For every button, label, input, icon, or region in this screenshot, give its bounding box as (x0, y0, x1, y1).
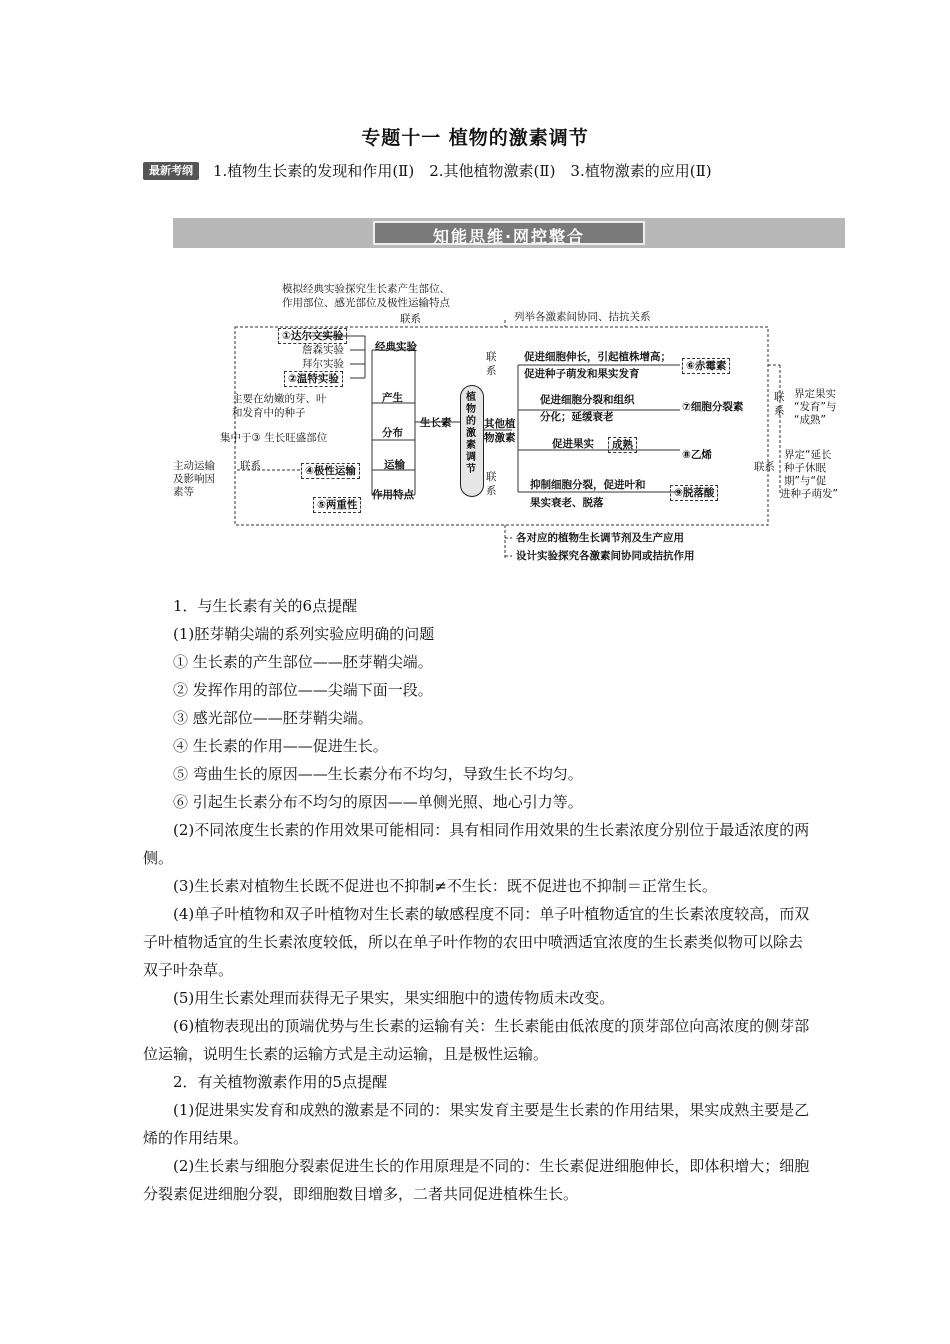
para-1a: ① 生长素的产生部位——胚芽鞘尖端。 (173, 653, 433, 671)
transport-left-3: 素等 (173, 486, 194, 498)
exp-went: ②温特实验 (284, 371, 343, 387)
top-note-1: 模拟经典实验探究生长素产生部位、 (282, 283, 450, 295)
gibberellin: ⑥赤霉素 (682, 358, 730, 374)
dual-effect: ⑤两重性 (313, 497, 361, 513)
auxin-node: 生长素 (420, 417, 452, 429)
dist-src: 集中于③ 生长旺盛部位 (220, 432, 328, 444)
para-3: (3)生长素对植物生长既不促进也不抑制≠不生长：既不促进也不抑制＝正常生长。 (173, 877, 717, 895)
center-node: 植物的激素调节 (466, 392, 476, 475)
exp-jensen: 詹森实验 (302, 344, 344, 356)
produce-src-1: 主要在幼嫩的芽、叶 (232, 393, 327, 405)
mid-link-2: 联系 (486, 471, 497, 497)
r1-line-a: 界定果实 (794, 388, 836, 400)
para-1f: ⑥ 引起生长素分布不均匀的原因——单侧光照、地心引力等。 (173, 793, 583, 811)
heading-2: 2．有关植物激素作用的5点提醒 (173, 1073, 388, 1091)
feature-label: 作用特点 (372, 489, 414, 501)
bottom-note-1: 各对应的植物生长调节剂及生产应用 (516, 532, 684, 544)
para-1e: ⑤ 弯曲生长的原因——生长素分布不均匀，导致生长不均匀。 (173, 765, 583, 783)
aba-desc-2: 果实衰老、脱落 (530, 497, 604, 509)
para-q2: (2)生长素与细胞分裂素促进生长的作用原理是不同的：生长素促进细胞伸长，即体积增大；细胞分裂素促进细胞分裂，即细胞数目增多，二者共同促进植株生长。 (143, 1157, 810, 1203)
exp-paal: 拜尔实验 (302, 358, 344, 370)
para-5: (5)用生长素处理而获得无子果实，果实细胞中的遗传物质未改变。 (173, 989, 615, 1007)
ga-desc-2: 促进种子萌发和果实发育 (524, 368, 640, 380)
banner-text: 知能思维·网控整合 (432, 227, 586, 246)
produce-label: 产生 (382, 392, 403, 404)
transport-left-1: 主动运输 (173, 460, 215, 472)
para-4: (4)单子叶植物和双子叶植物对生长素的敏感程度不同：单子叶植物适宜的生长素浓度较高，而双子叶植物适宜的生长素浓度较低，所以在单子叶作物的农田中喷洒适宜浓度的生长素类似物可以除去双子叶杂草。 (143, 905, 810, 979)
bottom-note-2: 设计实验探究各激素间协同或拮抗作用 (516, 550, 695, 562)
r2-line-b: 种子休眠 (784, 462, 826, 474)
r2-line-d: 进种子萌发” (780, 488, 838, 500)
r1-line-b: “发育”与 (794, 401, 837, 413)
para-1: (1)胚芽鞘尖端的系列实验应明确的问题 (173, 625, 435, 643)
exam-text: 1.植物生长素的发现和作用(Ⅱ) 2.其他植物激素(Ⅱ) 3.植物激素的应用(Ⅱ) (213, 162, 712, 180)
aba-desc-1: 抑制细胞分裂，促进叶和 (530, 479, 646, 491)
ck-desc-1: 促进细胞分裂和组织 (540, 394, 635, 406)
polar-transport: ④极性运输 (301, 463, 360, 479)
transport-label: 运输 (384, 459, 405, 471)
heading-1: 1．与生长素有关的6点提醒 (173, 597, 358, 615)
ethylene: ⑧乙烯 (682, 449, 712, 461)
concept-map (160, 270, 860, 575)
right-link-1: 联系 (774, 391, 785, 417)
exp-darwin: ①达尔文实验 (278, 328, 347, 344)
ga-desc-1: 促进细胞伸长，引起植株增高； (524, 351, 671, 363)
top-link: 联系 (400, 313, 421, 325)
exam-badge: 最新考纲 (143, 162, 199, 180)
eth-desc-mature: 成熟 (608, 437, 637, 453)
mid-link-1: 联系 (486, 351, 497, 377)
right-note: 列举各激素间协同、拮抗关系 (514, 311, 651, 323)
right-link-2: 联系 (754, 461, 775, 473)
top-note-2: 作用部位、感光部位及极性运输特点 (282, 297, 450, 309)
abscisic-acid: ⑨脱落酸 (670, 485, 718, 501)
left-link: 联系 (240, 460, 261, 472)
page-title: 专题十一 植物的激素调节 (361, 127, 589, 149)
produce-src-2: 和发育中的种子 (232, 407, 306, 419)
r2-line-c: 期”与“促 (784, 475, 827, 487)
classic-label: 经典实验 (375, 341, 417, 353)
para-1c: ③ 感光部位——胚芽鞘尖端。 (173, 709, 373, 727)
dist-label: 分布 (382, 427, 403, 439)
content (143, 592, 813, 1208)
para-1b: ② 发挥作用的部位——尖端下面一段。 (173, 681, 433, 699)
section-banner (173, 218, 845, 248)
eth-desc: 促进果实 (552, 438, 594, 450)
para-6: (6)植物表现出的顶端优势与生长素的运输有关：生长素能由低浓度的顶芽部位向高浓度的侧芽部位运输，说明生长素的运输方式是主动运输，且是极性运输。 (143, 1017, 810, 1063)
para-q1: (1)促进果实发育和成熟的激素是不同的：果实发育主要是生长素的作用结果，果实成熟主要是乙烯的作用结果。 (143, 1101, 810, 1147)
banner-box (373, 221, 645, 245)
para-2: (2)不同浓度生长素的作用效果可能相同：具有相同作用效果的生长素浓度分别位于最适浓度的两侧。 (143, 821, 810, 867)
ck-desc-2: 分化；延缓衰老 (540, 411, 614, 423)
transport-left-2: 及影响因 (173, 473, 215, 485)
exam-outline (143, 158, 813, 185)
cytokinin: ⑦细胞分裂素 (682, 401, 744, 413)
para-1d: ④ 生长素的作用——促进生长。 (173, 737, 388, 755)
r1-line-c: “成熟” (794, 414, 826, 426)
r2-line-a: 界定“延长 (784, 449, 832, 461)
other-hormones: 其他植物激素 (484, 418, 516, 444)
